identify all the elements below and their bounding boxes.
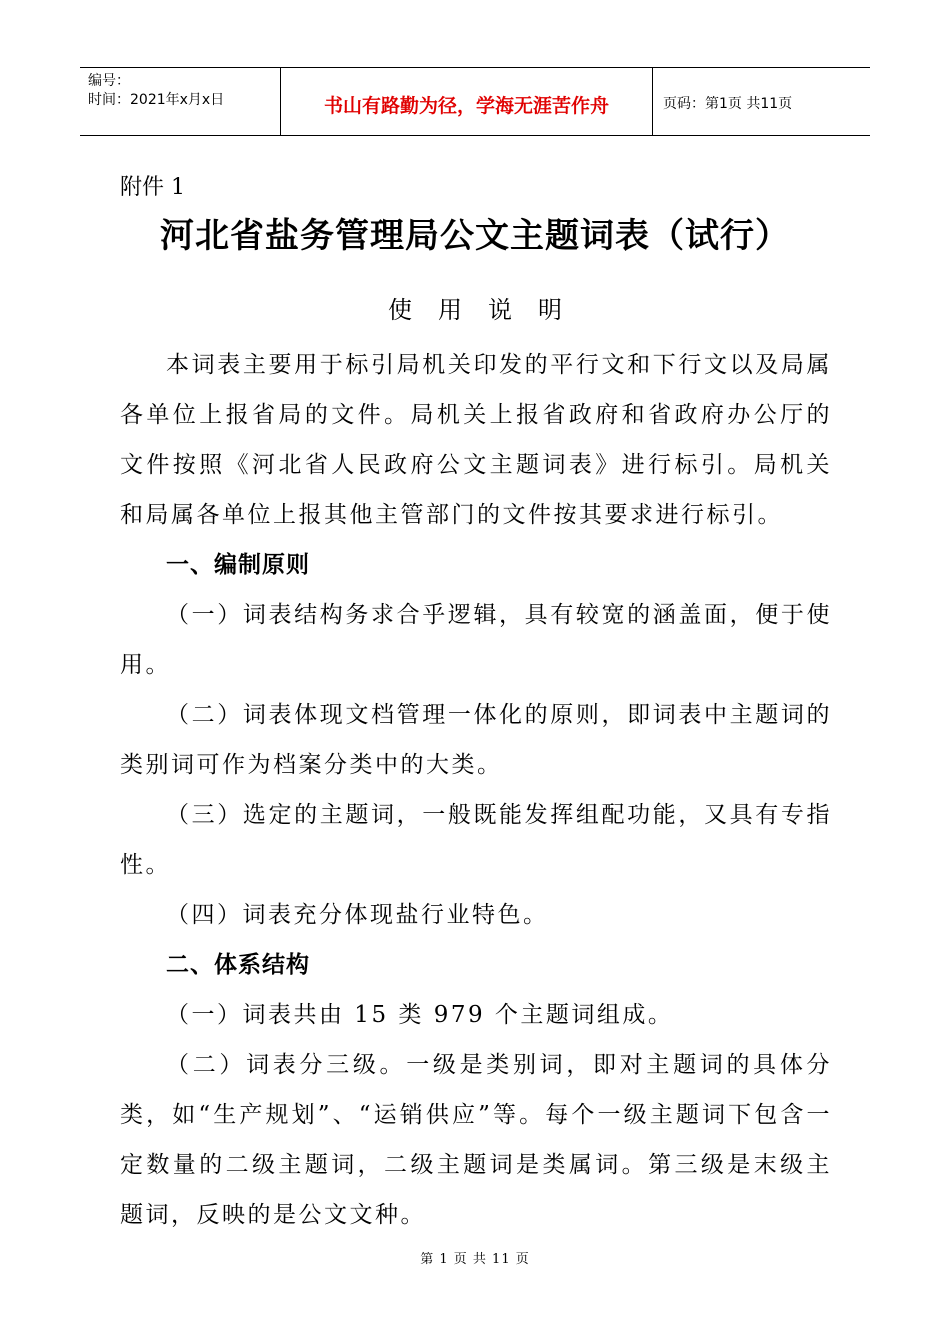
heading-principles: 一、编制原则 <box>166 552 310 578</box>
document-title: 河北省盐务管理局公文主题词表（试行） <box>160 216 790 256</box>
number-label: 编号： <box>88 73 130 89</box>
paragraph-intro: 本词表主要用于标引局机关印发的平行文和下行文以及局属各单位上报省局的文件。局机关上报省政府和省政府办公厅的文件按照《河北省人民政府公文主题词表》进行标引。局机关和局属各单位上报其他主管部门的文件按其要求进行标引。 <box>120 352 832 528</box>
paragraph-principle-1: （一）词表结构务求合乎逻辑，具有较宽的涵盖面，便于使用。 <box>120 602 832 678</box>
page-footer: 第 1 页 共 11 页 <box>420 1252 530 1267</box>
page-info: 页码：第1页 共11页 <box>663 95 793 112</box>
header-meta-cell <box>80 68 281 135</box>
header-table <box>80 67 870 136</box>
heading-structure: 二、体系结构 <box>166 952 310 978</box>
paragraph-structure-1: （一）词表共由 15 类 979 个主题词组成。 <box>166 1002 674 1028</box>
section-subtitle: 使用说明 <box>388 296 588 324</box>
paragraph-principle-4: （四）词表充分体现盐行业特色。 <box>166 902 549 928</box>
paragraph-principle-2: （二）词表体现文档管理一体化的原则，即词表中主题词的类别词可作为档案分类中的大类。 <box>120 702 832 778</box>
paragraph-structure-2: （二）词表分三级。一级是类别词，即对主题词的具体分类，如“生产规划”、“运销供应”等。每个一级主题词下包含一定数量的二级主题词，二级主题词是类属词。第三级是末级主题词，反映的是公文文种。 <box>120 1052 832 1228</box>
motto: 书山有路勤为径，学海无涯苦作舟 <box>281 68 653 135</box>
paragraph-principle-3: （三）选定的主题词，一般既能发挥组配功能，又具有专指性。 <box>120 802 832 878</box>
document-body <box>120 340 832 1240</box>
time-label: 时间：2021年x月x日 <box>88 92 225 108</box>
attachment-label: 附件 1 <box>120 175 185 200</box>
